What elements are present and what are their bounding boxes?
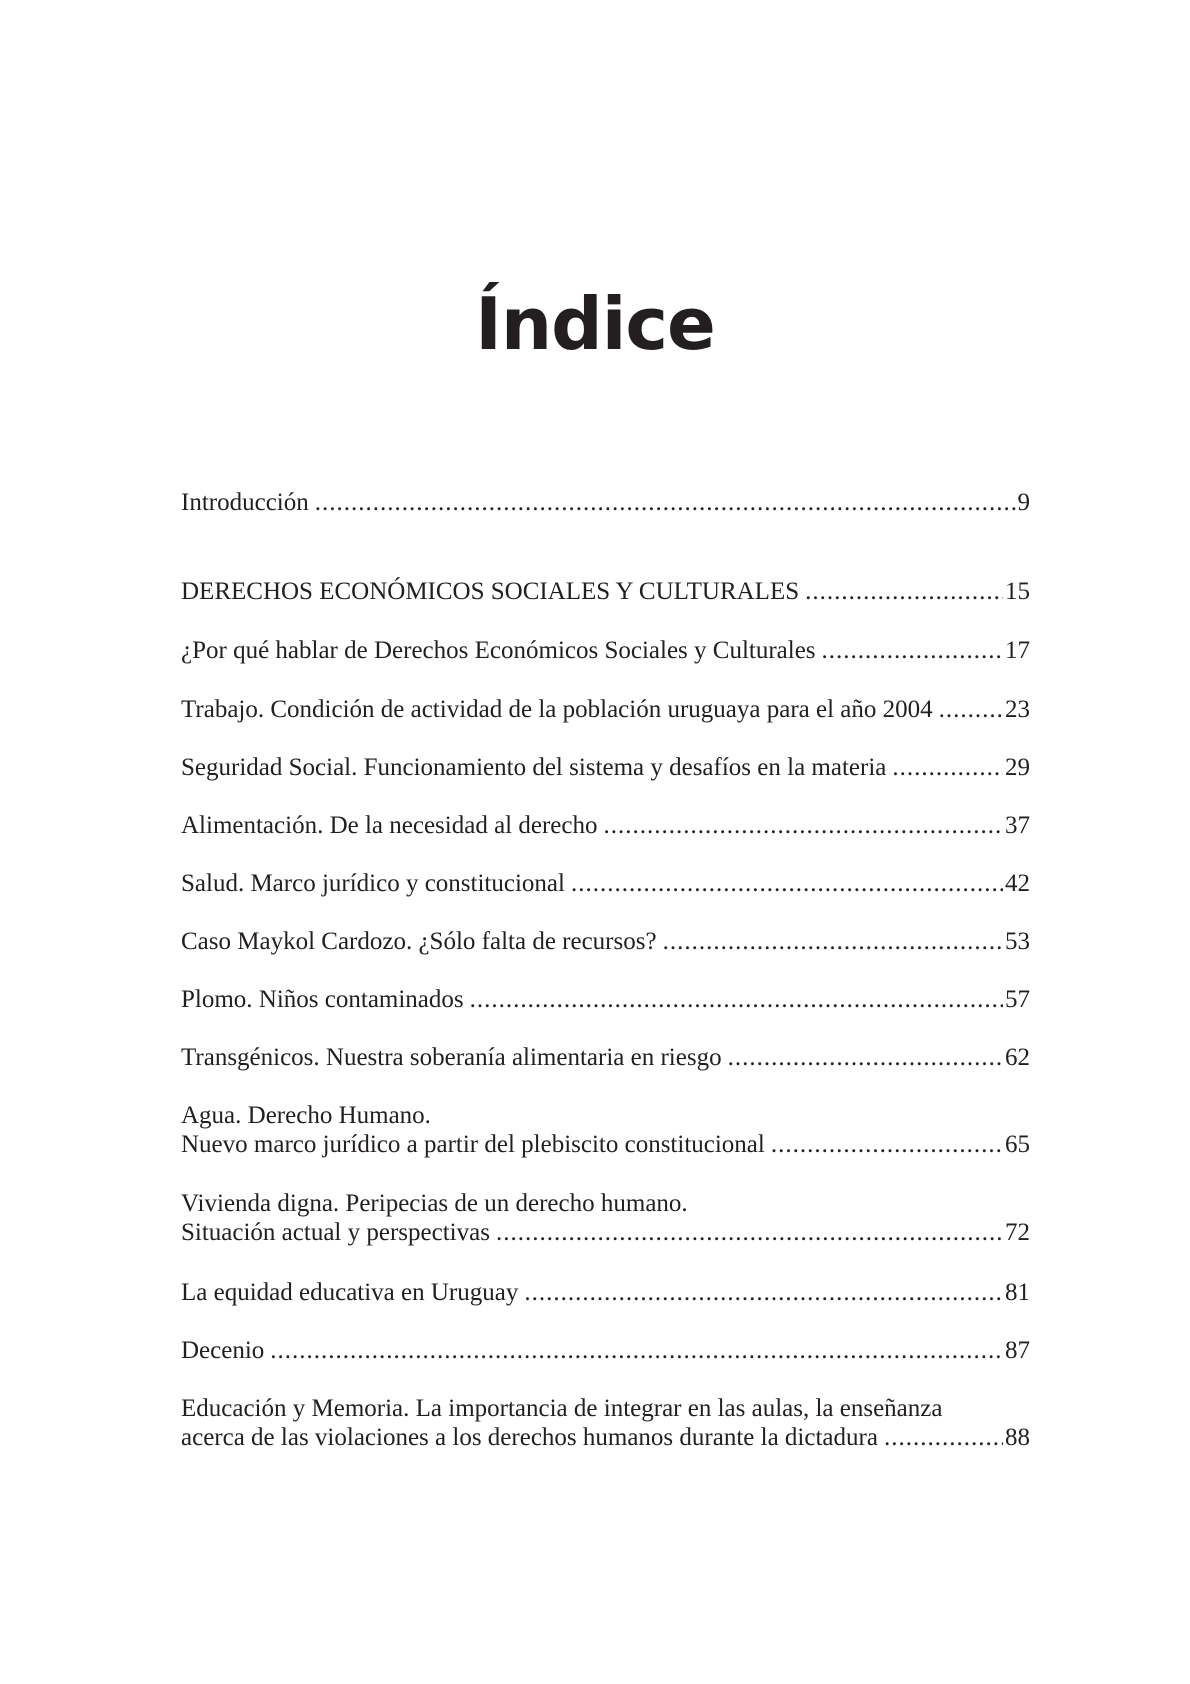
toc-page-number: 29 [1005, 754, 1030, 781]
toc-entry[interactable] [181, 985, 1030, 1014]
dot-leader [603, 811, 1003, 840]
toc-entry[interactable] [181, 577, 1030, 606]
toc-line [181, 1394, 1030, 1423]
toc-entry-title: Situación actual y perspectivas [181, 1219, 490, 1246]
toc-entry-title: acerca de las violaciones a los derechos humanos durante la dictadura [181, 1424, 878, 1451]
toc-page-number: 9 [1017, 489, 1030, 516]
toc-line [181, 695, 1030, 724]
toc-page-number: 17 [1005, 637, 1030, 664]
toc-entry[interactable] [181, 1336, 1030, 1365]
dot-leader [771, 1130, 1003, 1159]
toc-entry[interactable] [181, 753, 1030, 782]
toc-line [181, 811, 1030, 840]
toc-page-number: 53 [1005, 928, 1030, 955]
dot-leader [315, 488, 1016, 517]
dot-leader [805, 577, 1003, 606]
dot-leader [524, 1278, 1003, 1307]
dot-leader [884, 1423, 1003, 1452]
toc-line [181, 1218, 1030, 1247]
toc-line [181, 488, 1030, 517]
toc-entry[interactable] [181, 1101, 1030, 1159]
toc-line [181, 1278, 1030, 1307]
toc-line [181, 753, 1030, 782]
toc-section-heading: DERECHOS ECONÓMICOS SOCIALES Y CULTURALES [181, 578, 800, 605]
toc-page-number: 62 [1005, 1044, 1030, 1071]
toc-line [181, 1043, 1030, 1072]
toc-entry-title-first-line: Educación y Memoria. La importancia de integrar en las aulas, la enseñanza [181, 1395, 943, 1422]
toc-entry-title: Seguridad Social. Funcionamiento del sistema y desafíos en la materia [181, 754, 887, 781]
toc-entry[interactable] [181, 695, 1030, 724]
toc-entry-title: Salud. Marco jurídico y constitucional [181, 870, 565, 897]
dot-leader [728, 1043, 1003, 1072]
dot-leader [822, 636, 1003, 665]
dot-leader [571, 869, 1003, 898]
toc-entry[interactable] [181, 1278, 1030, 1307]
toc-page-number: 57 [1005, 986, 1030, 1013]
dot-leader [892, 753, 1003, 782]
toc-page-number: 81 [1005, 1279, 1030, 1306]
toc-line [181, 1423, 1030, 1452]
toc-line [181, 577, 1030, 606]
toc-page-number: 65 [1005, 1131, 1030, 1158]
toc-page-number: 87 [1005, 1337, 1030, 1364]
toc-entry-title: Transgénicos. Nuestra soberanía alimentaria en riesgo [181, 1044, 722, 1071]
toc-page-number: 23 [1005, 696, 1030, 723]
toc-entry-title: Decenio [181, 1337, 265, 1364]
toc-line [181, 1336, 1030, 1365]
dot-leader [496, 1218, 1003, 1247]
toc-entry[interactable] [181, 488, 1030, 517]
page-title: Índice [475, 282, 715, 366]
toc-entry-title: Plomo. Niños contaminados [181, 986, 464, 1013]
toc-entry-title: Introducción [181, 489, 309, 516]
toc-entry-title-first-line: Vivienda digna. Peripecias de un derecho humano. [181, 1190, 688, 1217]
toc-entry-title-first-line: Agua. Derecho Humano. [181, 1102, 431, 1129]
toc-line [181, 1189, 1030, 1218]
toc-page-number: 42 [1005, 870, 1030, 897]
toc-entry[interactable] [181, 636, 1030, 665]
dot-leader [470, 985, 1003, 1014]
toc-line [181, 927, 1030, 956]
toc-line [181, 1130, 1030, 1159]
toc-entry-title: Nuevo marco jurídico a partir del plebiscito constitucional [181, 1131, 765, 1158]
toc-entry-title: ¿Por qué hablar de Derechos Económicos Sociales y Culturales [181, 637, 816, 664]
toc-line [181, 636, 1030, 665]
toc-page-number: 72 [1005, 1219, 1030, 1246]
toc-entry-title: Caso Maykol Cardozo. ¿Sólo falta de recursos? [181, 928, 657, 955]
toc-entry-title: La equidad educativa en Uruguay [181, 1279, 519, 1306]
toc-page-number: 15 [1005, 578, 1030, 605]
toc-line [181, 985, 1030, 1014]
toc-page-number: 88 [1005, 1424, 1030, 1451]
toc-entry[interactable] [181, 1043, 1030, 1072]
dot-leader [270, 1336, 1003, 1365]
toc-entry[interactable] [181, 927, 1030, 956]
toc-entry-title: Alimentación. De la necesidad al derecho [181, 812, 598, 839]
toc-entry[interactable] [181, 1189, 1030, 1247]
dot-leader [939, 695, 1003, 724]
toc-entry[interactable] [181, 1394, 1030, 1452]
toc-page-number: 37 [1005, 812, 1030, 839]
toc-line [181, 1101, 1030, 1130]
toc-entry[interactable] [181, 869, 1030, 898]
toc-line [181, 869, 1030, 898]
toc-entry-title: Trabajo. Condición de actividad de la población uruguaya para el año 2004 [181, 696, 933, 723]
toc-entry[interactable] [181, 811, 1030, 840]
dot-leader [663, 927, 1003, 956]
